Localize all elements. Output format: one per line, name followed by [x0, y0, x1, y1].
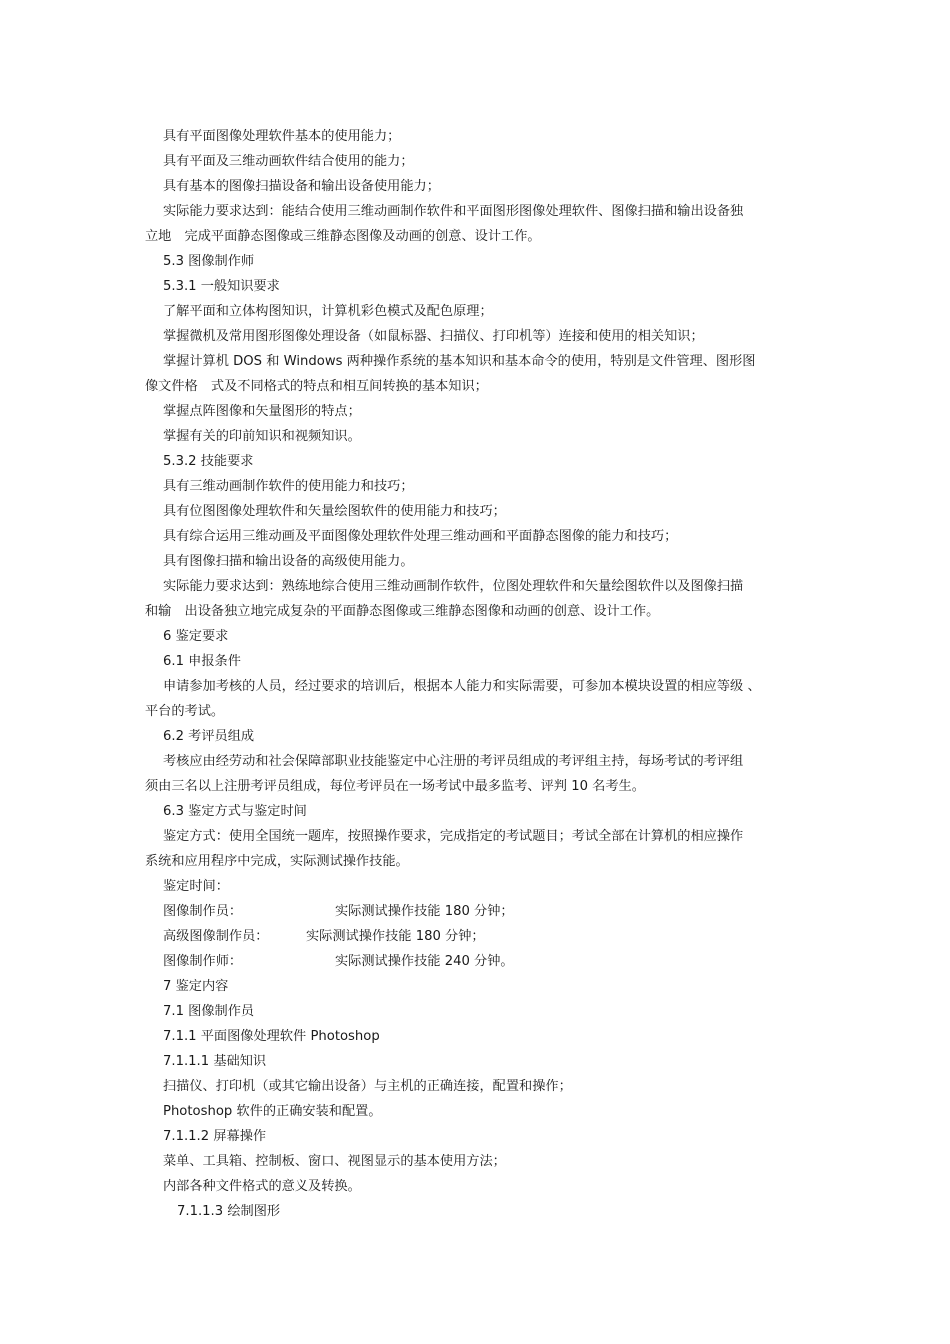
text-line: 掌握有关的印前知识和视频知识。 — [163, 429, 361, 444]
text-line: 具有平面图像处理软件基本的使用能力； — [163, 129, 401, 144]
section-heading: 7.1.1.2 屏幕操作 — [163, 1129, 267, 1144]
text-line: 系统和应用程序中完成，实际测试操作技能。 — [145, 854, 409, 869]
text-line: 具有平面及三维动画软件结合使用的能力； — [163, 154, 414, 169]
text-line: 具有位图图像处理软件和矢量绘图软件的使用能力和技巧； — [163, 504, 506, 519]
text-line: 了解平面和立体构图知识，计算机彩色模式及配色原理； — [163, 304, 493, 319]
time-table-role: 图像制作师： — [163, 954, 243, 969]
text-line: 具有基本的图像扫描设备和输出设备使用能力； — [163, 179, 440, 194]
section-heading: 7.1 图像制作员 — [163, 1004, 255, 1019]
section-heading: 5.3 图像制作师 — [163, 254, 255, 269]
text-line: 扫描仪、打印机（或其它输出设备）与主机的正确连接，配置和操作； — [163, 1079, 572, 1094]
section-heading: 6.2 考评员组成 — [163, 729, 255, 744]
text-line: Photoshop 软件的正确安装和配置。 — [163, 1104, 382, 1119]
section-heading: 6 鉴定要求 — [163, 629, 229, 644]
text-line: 鉴定时间： — [163, 879, 229, 894]
text-line: 鉴定方式：使用全国统一题库，按照操作要求，完成指定的考试题目；考试全部在计算机的相应操作 — [163, 829, 744, 844]
text-line: 具有三维动画制作软件的使用能力和技巧； — [163, 479, 414, 494]
time-table-duration: 实际测试操作技能 240 分钟。 — [335, 954, 514, 969]
section-heading: 7.1.1 平面图像处理软件 Photoshop — [163, 1029, 380, 1044]
text-line: 具有图像扫描和输出设备的高级使用能力。 — [163, 554, 414, 569]
section-heading: 7.1.1.3 绘制图形 — [177, 1204, 281, 1219]
section-heading: 7.1.1.1 基础知识 — [163, 1054, 267, 1069]
time-table-role: 图像制作员： — [163, 904, 243, 919]
time-table-duration: 实际测试操作技能 180 分钟； — [335, 904, 514, 919]
text-line: 实际能力要求达到：熟练地综合使用三维动画制作软件，位图处理软件和矢量绘图软件以及图像扫描 — [163, 579, 744, 594]
text-line: 像文件格 式及不同格式的特点和相互间转换的基本知识； — [145, 379, 488, 394]
text-line: 掌握点阵图像和矢量图形的特点； — [163, 404, 361, 419]
section-heading: 6.3 鉴定方式与鉴定时间 — [163, 804, 307, 819]
text-line: 具有综合运用三维动画及平面图像处理软件处理三维动画和平面静态图像的能力和技巧； — [163, 529, 678, 544]
text-line: 和输 出设备独立地完成复杂的平面静态图像或三维静态图像和动画的创意、设计工作。 — [145, 604, 660, 619]
text-line: 掌握计算机 DOS 和 Windows 两种操作系统的基本知识和基本命令的使用，特别是文件管理、图形图 — [163, 354, 756, 369]
section-heading: 7 鉴定内容 — [163, 979, 229, 994]
section-heading: 5.3.1 一般知识要求 — [163, 279, 280, 294]
time-table-duration: 实际测试操作技能 180 分钟； — [306, 929, 485, 944]
text-line: 内部各种文件格式的意义及转换。 — [163, 1179, 361, 1194]
time-table-role: 高级图像制作员： — [163, 929, 269, 944]
text-line: 掌握微机及常用图形图像处理设备（如鼠标器、扫描仪、打印机等）连接和使用的相关知识； — [163, 329, 704, 344]
text-line: 立地 完成平面静态图像或三维静态图像及动画的创意、设计工作。 — [145, 229, 541, 244]
text-line: 菜单、工具箱、控制板、窗口、视图显示的基本使用方法； — [163, 1154, 506, 1169]
text-line: 实际能力要求达到：能结合使用三维动画制作软件和平面图形图像处理软件、图像扫描和输出设备独 — [163, 204, 744, 219]
text-line: 考核应由经劳动和社会保障部职业技能鉴定中心注册的考评员组成的考评组主持，每场考试的考评组 — [163, 754, 744, 769]
section-heading: 5.3.2 技能要求 — [163, 454, 254, 469]
text-line: 须由三名以上注册考评员组成，每位考评员在一场考试中最多监考、评判 10 名考生。 — [145, 779, 645, 794]
text-line: 申请参加考核的人员，经过要求的培训后，根据本人能力和实际需要，可参加本模块设置的相应等级 、 — [163, 679, 761, 694]
section-heading: 6.1 申报条件 — [163, 654, 241, 669]
text-line: 平台的考试。 — [145, 704, 225, 719]
